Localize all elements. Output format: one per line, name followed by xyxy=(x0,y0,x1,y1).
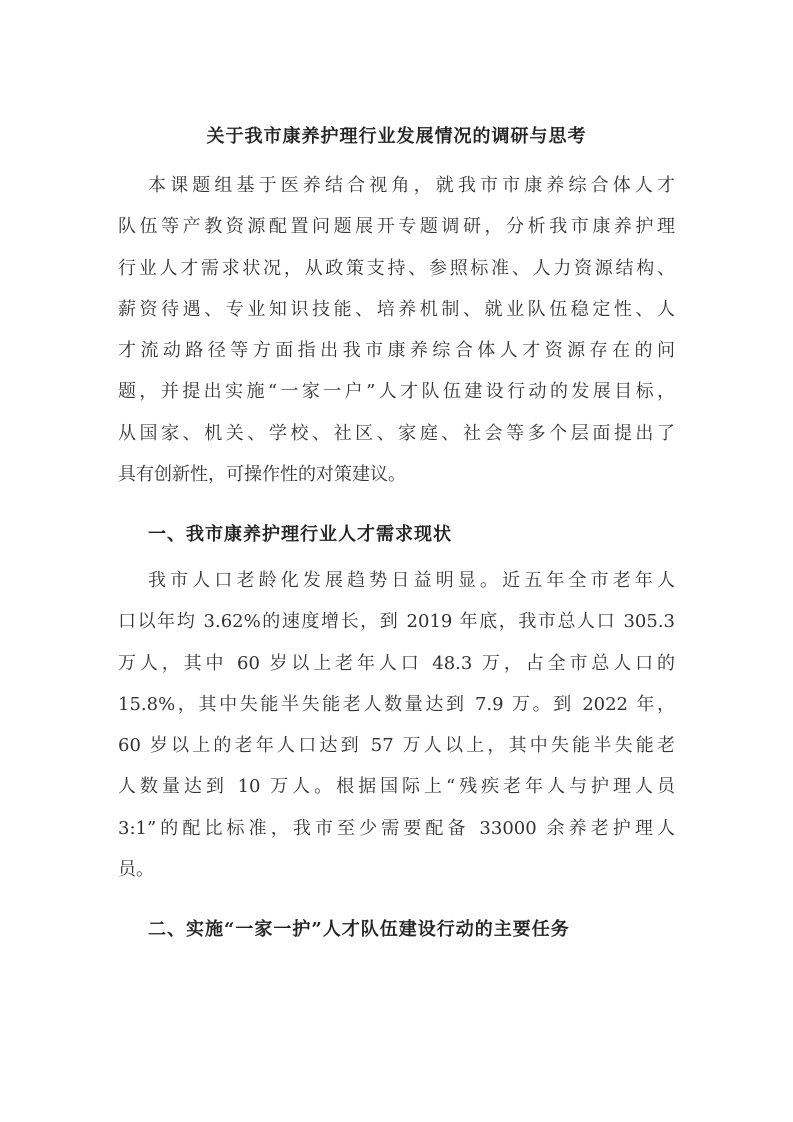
section-heading-1: 一、我市康养护理行业人才需求现状 xyxy=(148,524,452,545)
text-line: 3:1”的配比标准，我市至少需要配备 33000 余养老护理人 xyxy=(118,818,675,839)
text-line: 才流动路径等方面指出我市康养综合体人才资源存在的问 xyxy=(118,340,675,361)
text-line: 薪资待遇、专业知识技能、培养机制、就业队伍稳定性、人 xyxy=(118,299,675,320)
text-line: 口以年均 3.62%的速度增长，到 2019 年底，我市总人口 305.3 xyxy=(118,611,675,632)
text-line: 本课题组基于医养结合视角，就我市市康养综合体人才 xyxy=(148,175,675,196)
text-line: 60 岁以上的老年人口达到 57 万人以上，其中失能半失能老 xyxy=(118,735,675,756)
text-line: 具有创新性，可操作性的对策建议。 xyxy=(118,464,406,485)
text-line: 我市人口老龄化发展趋势日益明显。近五年全市老年人 xyxy=(148,570,675,591)
text-line: 人数量达到 10 万人。根据国际上“残疾老年人与护理人员 xyxy=(118,776,675,797)
text-line: 从国家、机关、学校、社区、家庭、社会等多个层面提出了 xyxy=(118,423,675,444)
text-line: 行业人才需求状况，从政策支持、参照标准、人力资源结构、 xyxy=(118,258,675,279)
text-line: 题，并提出实施“一家一户”人才队伍建设行动的发展目标， xyxy=(118,381,675,402)
section-heading-2: 二、实施“一家一护”人才队伍建设行动的主要任务 xyxy=(148,919,570,940)
text-line: 万人，其中 60 岁以上老年人口 48.3 万，占全市总人口的 xyxy=(118,653,675,674)
text-line: 员。 xyxy=(118,859,154,880)
document-title: 关于我市康养护理行业发展情况的调研与思考 xyxy=(206,126,587,147)
text-line: 队伍等产教资源配置问题展开专题调研，分析我市康养护理 xyxy=(118,216,675,237)
text-line: 15.8%，其中失能半失能老人数量达到 7.9 万。到 2022 年， xyxy=(118,694,675,715)
